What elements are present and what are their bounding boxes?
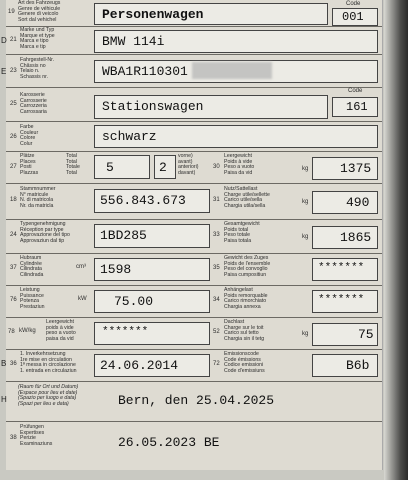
trailer-value: ******* [318,294,365,306]
body-value: Stationswagen [102,99,204,114]
field-number: 23 [10,68,17,74]
type-approval-value: 1BD285 [100,228,147,243]
row-make [1,26,382,55]
field-number: 36 [10,361,17,367]
field-number: 31 [213,197,220,203]
field-number: 34 [213,297,220,303]
make-label: Marke und Typ Marque et type Marca e tipo Marca e tip [20,27,55,50]
inspection-value: 26.05.2023 BE [118,435,220,450]
curb-weight-label: Leergewicht Poids à vide Peso a vuoto Paisa da vid [224,153,255,176]
field-number: 26 [10,134,17,140]
field-number: 33 [213,232,220,238]
front-seats-value: 2 [159,160,167,175]
field-number: 18 [10,197,17,203]
trailer-label: Anhängelast Poids remorquable Carico rimorchiato Chargia annexa [224,287,268,310]
unit-kw-kg: kW/kg [19,328,36,334]
field-number: 52 [213,329,220,335]
side-letter: B [1,359,7,368]
power-label: Leistung Puissance Potenza Prestaziun [20,287,45,310]
color-label: Farbe Couleur Colore Colur [20,124,39,147]
row-power-trailer [6,285,382,318]
row-seats-weight [6,151,382,184]
vehicle-type-label: Art des Fahrzeugs Genre de véhicule Genere di veicolo Sort dal vehichel [18,0,61,23]
vehicle-type-value: Personenwagen [102,7,204,22]
field-number: 38 [10,435,17,441]
roof-load-value: 75 [358,327,374,342]
field-number: 27 [10,164,17,170]
seats-box [94,155,150,179]
front-seats-label: vorne) avant) anteriori) davant) [178,153,199,176]
field-number: 72 [213,361,220,367]
total-weight-label: Gesamtgewicht Poids total Peso totale Paisa totala [224,221,260,244]
seats-total-label: Total Total Totale Total [66,153,80,176]
power-ratio-label: Leergewicht poids à vide peso a vuoto paisa da vid [46,319,76,342]
row-approval-total [6,219,382,254]
photo-edge-shadow [384,0,408,480]
side-letter: E [1,67,7,76]
power-value: 75.00 [114,294,154,309]
unit-kg: kg [302,331,309,337]
row-ratio-roof [6,317,382,350]
field-number: 35 [213,265,220,271]
body-code: 161 [346,100,368,114]
side-letter: H [1,395,7,404]
serial-value: 556.843.673 [100,193,186,208]
payload-label: Nutz/Sattellast Charge utile/sellette Carico utile/sella Chargia utila/sella [224,186,270,209]
place-date-label: (Raum für Ort und Datum) (Espace pour lieu et date) (Spazio per luogo e data) (Spazi per lieu e data) [18,384,79,407]
row-inspection [6,421,382,461]
vehicle-type-code: 001 [342,10,364,24]
unit-kg: kg [302,199,309,205]
emission-value: B6b [346,358,370,373]
make-value: BMW 114i [102,34,165,49]
seats-value: 5 [106,160,114,175]
unit-kg: kg [302,234,309,240]
train-weight-label: Gewicht des Zuges Poids de l'ensemble Peso del convoglio Paisa cumpositiun [224,255,271,278]
body-label: Karosserie Carrosserie Carrozzeria Carrossaria [20,92,47,115]
redaction-blur [192,62,272,79]
field-number: 37 [10,265,17,271]
unit-kg: kg [302,166,309,172]
row-registration-emission [1,349,382,382]
row-vin [1,54,382,88]
unit-cm3: cm³ [76,264,86,270]
train-weight-value: ******* [318,262,365,274]
row-serial-payload [6,183,382,220]
curb-weight-value: 1375 [340,161,372,176]
row-vehicle-type [6,0,382,27]
row-color [6,121,382,152]
first-registration-label: 1. Inverkehrsetzung 1re mise en circulation 1ª messa in circolazione 1. entrada en circulaziun [20,351,77,374]
displacement-value: 1598 [100,262,132,277]
serial-label: Stammnummer N° matricule N. di matricola Nr. da matricla [20,186,56,209]
total-weight-value: 1865 [340,230,372,245]
place-date-value: Bern, den 25.04.2025 [118,393,275,408]
side-letter: D [1,36,7,45]
code-label: Code [348,88,363,94]
field-number: 78 [8,329,15,335]
payload-value: 490 [346,195,370,210]
registration-form [1,0,383,470]
field-number: 21 [10,37,17,43]
roof-load-label: Dachlast Charge sur le toit Carico sul tetto Chargia sin il tetg [224,319,265,342]
vin-label: Fahrgestell-Nr. Châssis no Telaio n. Schassis nr. [20,57,55,80]
field-number: 76 [10,297,17,303]
displacement-label: Hubraum Cylindrée Cilindrata Cilindrada [20,255,44,278]
inspection-label: Prüfungen Expertises Perizie Examinaziuns [20,424,53,447]
field-number: 24 [10,232,17,238]
field-number: 19 [8,9,15,15]
seats-label: Plätze Places Posti Plazzas [20,153,39,176]
row-displacement-train [6,253,382,286]
emission-label: Emissionscode Code émissions Codice emissioni Code d'emissiuns [224,351,265,374]
first-registration-value: 24.06.2014 [100,358,179,373]
vin-value: WBA1R110301 [102,64,188,79]
field-number: 30 [213,164,220,170]
code-label: Code [346,1,361,7]
field-number: 25 [10,101,17,107]
type-approval-label: Typengenehmigung Réception par type Approvazione del tipo Approvaziun dal tip [20,221,70,244]
row-body [6,87,382,122]
power-ratio-value: ******* [102,326,149,338]
row-place-date [1,381,382,422]
color-value: schwarz [102,129,157,144]
unit-kw: kW [78,296,87,302]
